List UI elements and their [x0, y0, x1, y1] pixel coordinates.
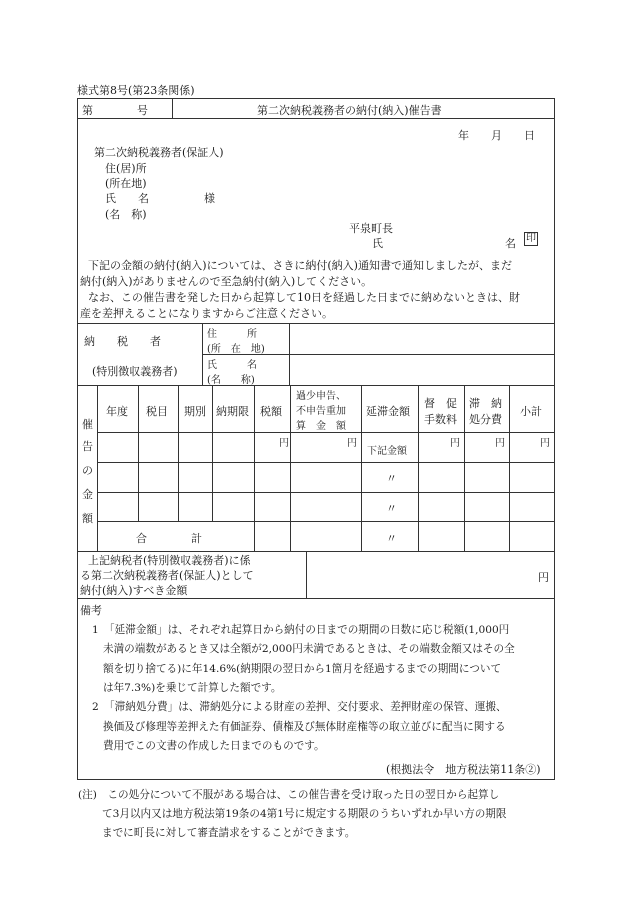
issuer-name-suffix: 名 — [505, 237, 516, 250]
table-top-line — [77, 385, 555, 386]
yen-dunning: 円 — [450, 438, 460, 449]
form-id: 様式第8号(第23条関係) — [77, 84, 195, 97]
yen-disposal: 円 — [495, 438, 505, 449]
header-tax-item: 税目 — [146, 405, 168, 418]
row-line-1 — [97, 462, 555, 463]
secondary-line-1: 上記納税者(特別徴収義務者)に係 — [88, 554, 251, 567]
note-line-7: 費用でこの文書の作成した日までのものです。 — [103, 740, 325, 752]
footer-line-3: までに町長に対して審査請求をすることができます。 — [102, 827, 356, 839]
seal-mark: 印 — [526, 233, 536, 244]
issuer-name-label: 氏 — [372, 237, 383, 250]
notes-title: 備考 — [80, 604, 102, 617]
doc-title: 第二次納税義務者の納付(納入)催告書 — [257, 104, 442, 117]
header-dunning-2: 手数料 — [424, 413, 457, 426]
delay-note: 下記金額 — [367, 446, 407, 457]
body-line-4: 産を差押えることになりますからご注意ください。 — [80, 307, 333, 320]
header-penalty-2: 不申告重加 — [296, 406, 346, 417]
ditto-total: 〃 — [386, 532, 397, 545]
body-line-2: 納付(納入)がありませんので至急納付(納入)してください。 — [80, 275, 373, 288]
row-line-header — [97, 432, 555, 433]
body-line-1: 下記の金額の納付(納入)については、さきに納付(納入)通知書で通知しましたが、まだ — [88, 259, 512, 272]
col-line-2 — [178, 385, 179, 521]
taxpayer-top-line — [77, 323, 555, 324]
header-due-date: 納期限 — [216, 405, 249, 418]
note-line-1: 1 「延滞金額」は、それぞれ起算日から納付の日までの期間の日数に応じ税額(1,000円 — [92, 624, 510, 636]
taxpayer-address-sub: (所 在 地) — [207, 344, 265, 355]
yen-tax: 円 — [279, 438, 289, 449]
side-label-1: 催 — [82, 418, 93, 431]
col-line-3 — [212, 385, 213, 521]
col-line-4 — [254, 385, 255, 551]
yen-penalty: 円 — [347, 438, 357, 449]
header-divider — [77, 118, 555, 119]
header-subtotal: 小計 — [520, 405, 542, 418]
col-line-5 — [290, 385, 291, 551]
footer-line-2: て3月以内又は地方税法第19条の4第1号に規定する期限のうちいずれか早い方の期限 — [102, 808, 507, 820]
addressee-address-label: 住(居)所 — [105, 162, 147, 175]
row-line-2 — [97, 492, 555, 493]
col-line-8 — [464, 385, 465, 551]
taxpayer-name-label: 氏 名 — [207, 360, 257, 371]
side-label-4: 金 — [82, 488, 93, 501]
doc-number-label: 第 号 — [82, 104, 148, 117]
header-penalty-1: 過少申告、 — [296, 391, 346, 402]
side-label-3: の — [82, 464, 93, 477]
yen-subtotal: 円 — [540, 438, 550, 449]
legal-basis: (根拠法令 地方税法第11条②) — [386, 763, 541, 776]
addressee-name-label: 氏 名 様 — [105, 192, 215, 205]
addressee-role: 第二次納税義務者(保証人) — [94, 146, 224, 159]
note-line-6: 換価及び修理等差押えた有価証券、債権及び無体財産権等の取立並びに配当に関する — [103, 721, 506, 733]
note-line-2: 未満の端数があるとき又は全額が2,000円未満であるときは、その端数金額又はその全 — [103, 643, 515, 655]
issue-date: 年 月 日 — [458, 129, 535, 142]
header-delay: 延滞金額 — [366, 405, 410, 418]
header-split — [172, 98, 173, 118]
table-side-split — [97, 385, 98, 551]
col-line-9 — [509, 385, 510, 551]
side-label-2: 告 — [82, 440, 93, 453]
header-penalty-3: 算 金 額 — [296, 421, 346, 432]
note-line-3: 額を切り捨てる)に年14.6%(納期限の翌日から1箇月を経過するまでの期間について — [103, 663, 502, 675]
taxpayer-name-sub: (名 称) — [207, 375, 255, 386]
taxpayer-label: 納 税 者 — [84, 335, 161, 348]
issuer-org: 平泉町長 — [349, 222, 393, 235]
secondary-yen: 円 — [538, 571, 549, 584]
taxpayer-sublabel: (特別徴収義務者) — [92, 365, 178, 378]
header-dunning-1: 督 促 — [424, 397, 457, 410]
note-line-5: 2 「滞納処分費」は、滞納処分による財産の差押、交付要求、差押財産の保管、運搬、 — [92, 701, 507, 713]
row-line-3 — [97, 521, 555, 522]
total-label: 合 計 — [136, 532, 202, 545]
secondary-line-3: 納付(納入)すべき金額 — [80, 584, 188, 597]
header-disposal-2: 処分費 — [469, 413, 502, 426]
footer-line-1: (注) この処分について不服がある場合は、この催告書を受け取った日の翌日から起算し — [78, 789, 500, 801]
ditto-row-2: 〃 — [386, 472, 397, 485]
secondary-bottom-line — [77, 598, 555, 599]
header-tax-amount: 税額 — [260, 405, 282, 418]
header-year: 年度 — [106, 405, 128, 418]
col-line-7 — [418, 385, 419, 551]
addressee-title-label: (名 称) — [105, 208, 147, 221]
note-line-4: は年7.3%)を乗じて計算した額です。 — [103, 682, 282, 694]
secondary-split — [306, 551, 307, 598]
side-label-5: 額 — [82, 512, 93, 525]
ditto-row-3: 〃 — [386, 502, 397, 515]
col-line-1 — [138, 385, 139, 521]
col-line-6 — [361, 385, 362, 551]
body-line-3: なお、この催告書を発した日から起算して10日を経過した日までに納めないときは、財 — [88, 291, 520, 304]
addressee-location-label: (所在地) — [105, 177, 147, 190]
header-period: 期別 — [184, 405, 206, 418]
header-disposal-1: 滞 納 — [469, 397, 502, 410]
taxpayer-address-label: 住 所 — [207, 329, 257, 340]
secondary-line-2: る第二次納税義務者(保証人)として — [80, 569, 254, 582]
